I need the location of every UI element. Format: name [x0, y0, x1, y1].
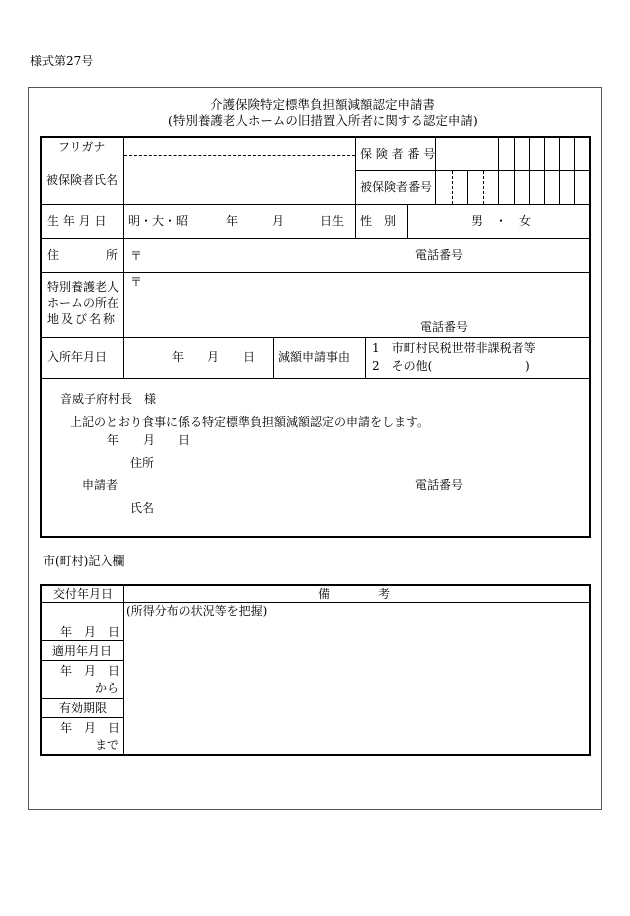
apply-from-label: から — [95, 681, 120, 695]
declaration-day-label: 日 — [178, 433, 191, 447]
facility-label-line1: 特別養護老人 — [47, 280, 120, 294]
furigana-label: フリガナ — [58, 140, 106, 154]
birth-month-label: 月 — [272, 214, 285, 228]
reason-option-2-close: ) — [525, 359, 530, 373]
address-label-start: 住 — [47, 248, 60, 262]
remarks-note: (所得分布の状況等を把握) — [126, 604, 268, 618]
applicant-address-label: 住所 — [130, 456, 155, 470]
address-postal-mark: 〒 — [130, 249, 143, 263]
municipal-section-title: 市(町村)記入欄 — [43, 554, 125, 568]
sex-options: 男 ・ 女 — [471, 214, 532, 228]
reason-option-1: 1 市町村民税世帯非課税者等 — [372, 341, 536, 355]
form-number: 様式第27号 — [30, 54, 94, 68]
address-phone-label: 電話番号 — [415, 248, 464, 262]
declaration-month-label: 月 — [143, 433, 156, 447]
validity-label: 有効期限 — [59, 701, 108, 715]
address-label-end: 所 — [106, 248, 119, 262]
birthdate-label: 生 年 月 日 — [47, 214, 107, 228]
validity-until-label: まで — [95, 738, 120, 752]
applicant-label: 申請者 — [82, 478, 119, 492]
facility-label-line2: ホームの所在 — [47, 296, 120, 310]
applicant-phone-label: 電話番号 — [415, 478, 464, 492]
issue-date-ymd: 年 月 日 — [60, 625, 121, 639]
form-title: 介護保険特定標準負担額減額認定申請書 — [210, 97, 436, 112]
declaration-year-label: 年 — [107, 433, 120, 447]
insurer-number-label: 保 険 者 番 号 — [360, 147, 436, 161]
declaration-statement: 上記のとおり食事に係る特定標準負担額減額認定の申請をします。 — [70, 415, 430, 429]
admission-day-label: 日 — [243, 350, 256, 364]
birth-day-label: 日生 — [320, 214, 345, 228]
facility-postal-mark: 〒 — [130, 275, 143, 289]
applicant-name-label: 氏名 — [130, 501, 155, 515]
era-options: 明・大・昭 — [128, 214, 189, 228]
apply-date-label: 適用年月日 — [52, 644, 113, 658]
admission-month-label: 月 — [207, 350, 220, 364]
insured-name-label: 被保険者氏名 — [46, 173, 119, 187]
addressee: 音威子府村長 様 — [60, 392, 157, 406]
validity-ymd: 年 月 日 — [60, 721, 121, 735]
admission-year-label: 年 — [172, 350, 185, 364]
reason-option-2: 2 その他( — [372, 359, 433, 373]
birth-year-label: 年 — [226, 214, 239, 228]
apply-date-ymd: 年 月 日 — [60, 664, 121, 678]
remarks-header: 備 考 — [318, 587, 391, 601]
admission-date-label: 入所年月日 — [47, 350, 108, 364]
sex-label: 性 別 — [360, 214, 397, 228]
form-subtitle: (特別養護老人ホームの旧措置入所者に関する認定申請) — [168, 113, 478, 128]
insured-number-label: 被保険者番号 — [360, 180, 433, 194]
reduction-reason-label: 減額申請事由 — [278, 350, 351, 364]
facility-phone-label: 電話番号 — [420, 320, 469, 334]
issue-date-label: 交付年月日 — [53, 587, 114, 601]
facility-label-line3: 地及び名称 — [47, 312, 118, 326]
